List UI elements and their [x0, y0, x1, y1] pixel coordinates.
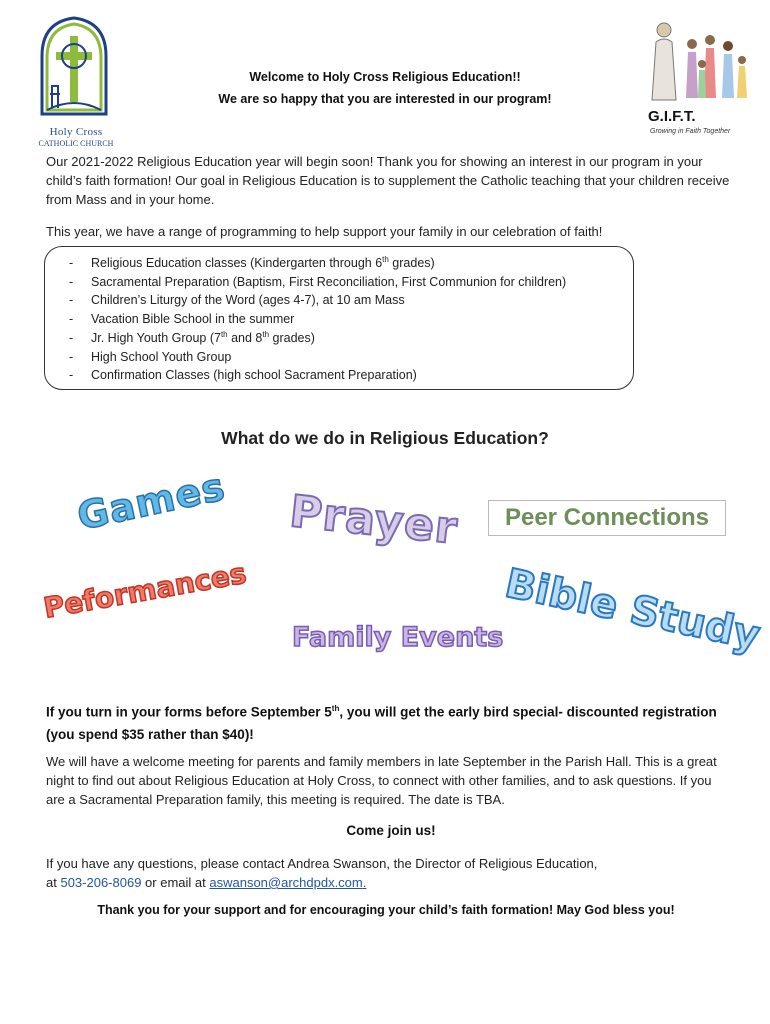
list-item: - Vacation Bible School in the summer [69, 310, 633, 329]
welcome-heading [150, 66, 620, 110]
early-bird-notice: If you turn in your forms before September 5th, you will get the early bird special- discounted registration (you spend $35 rather than $40)! [46, 704, 717, 742]
gift-logo [640, 20, 755, 140]
program-list-box [44, 246, 634, 390]
peer-connections-wordart: Peer Connections [488, 500, 726, 536]
list-item: - High School Youth Group [69, 348, 633, 367]
prayer-wordart: Prayer [287, 486, 461, 555]
welcome-line-2: We are so happy that you are interested in our program! [218, 92, 552, 106]
contact-line-2: at 503-206-8069 or email at aswanson@archdpdx.com. [46, 875, 367, 890]
list-item: - Jr. High Youth Group (7th and 8th grades) [69, 329, 633, 348]
intro-paragraph: Our 2021-2022 Religious Education year will begin soon! Thank you for showing an interest in our program in your child’s faith formation! Our goal in Religious Education is to supplement the Catholic teaching that your children receive from Mass and in your home. [46, 154, 730, 207]
thanks-closing: Thank you for your support and for encouraging your child’s faith formation! May God bless you! [97, 903, 675, 917]
bible-study-wordart: Bible Study [501, 560, 764, 660]
list-item: - Confirmation Classes (high school Sacrament Preparation) [69, 366, 633, 385]
list-item: - Children’s Liturgy of the Word (ages 4-7), at 10 am Mass [69, 291, 633, 310]
church-arch-cross-icon [38, 16, 110, 116]
performances-wordart: Peformances [41, 556, 249, 625]
activities-heading: What do we do in Religious Education? [221, 428, 549, 448]
meeting-paragraph: We will have a welcome meeting for parents and family members in late September in the Parish Hall. This is a great night to find out about Religious Education at Holy Cross, to connect with other families, and to ask questions. If you are a Sacramental Preparation family, this meeting is required. The date is TBA. [46, 754, 717, 807]
range-text: This year, we have a range of programming to help support your family in our celebration of faith! [46, 224, 603, 239]
family-figures-icon [640, 20, 755, 106]
contact-paragraph [46, 854, 736, 892]
logo-subname: CATHOLIC CHURCH [38, 139, 114, 148]
program-list [45, 247, 633, 385]
phone-link[interactable]: 503-206-8069 [60, 875, 142, 890]
logo-name: Holy Cross [49, 126, 103, 138]
gift-name: G.I.F.T. [648, 108, 696, 125]
games-wordart: Games [73, 464, 230, 539]
gift-tagline: Growing in Faith Together [650, 128, 731, 135]
welcome-line-1: Welcome to Holy Cross Religious Education!! [249, 70, 521, 84]
email-link[interactable]: aswanson@archdpdx.com [209, 875, 363, 890]
family-events-wordart: Family Events [292, 622, 504, 653]
join-heading: Come join us! [346, 823, 436, 838]
contact-line-1: If you have any questions, please contact Andrea Swanson, the Director of Religious Education, [46, 856, 598, 871]
list-item: - Religious Education classes (Kindergarten through 6th grades) [69, 254, 633, 273]
list-item: - Sacramental Preparation (Baptism, First Reconciliation, First Communion for children) [69, 273, 633, 292]
holy-cross-logo [36, 16, 116, 148]
